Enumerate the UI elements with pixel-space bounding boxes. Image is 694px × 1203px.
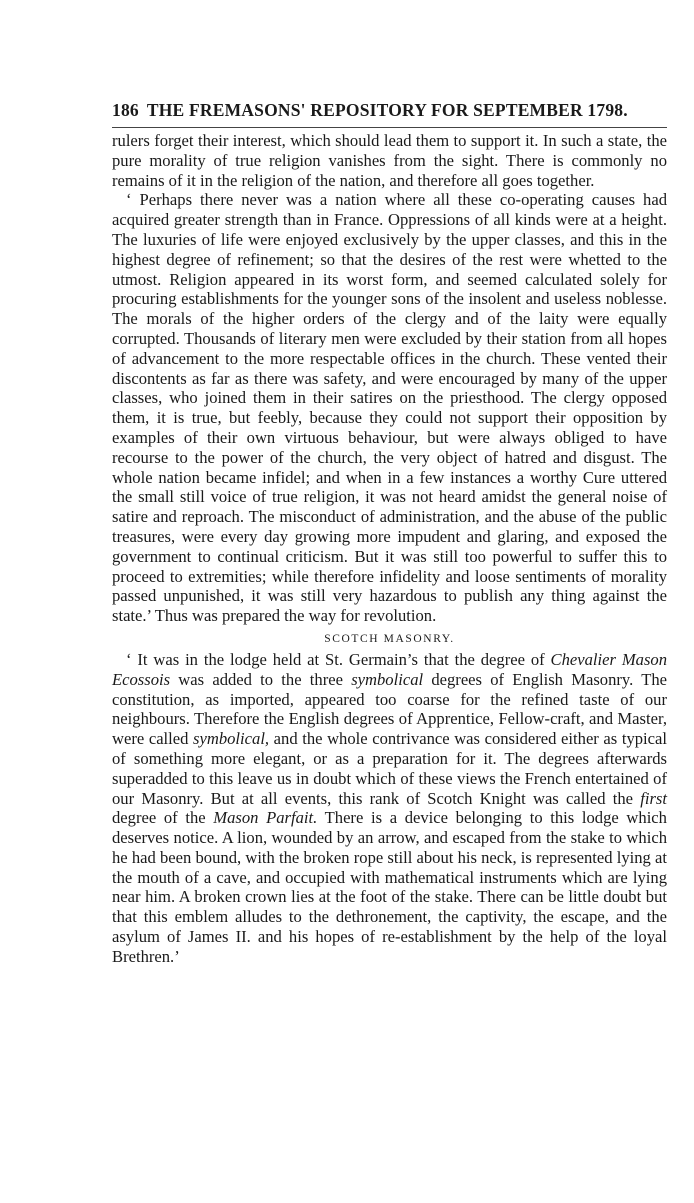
paragraph-scotch-masonry (112, 650, 667, 967)
section-heading: SCOTCH MASONRY. (324, 632, 455, 645)
scotch-text-1: ‘ It was in the lodge held at St. Germain’s that the degree of (126, 649, 551, 669)
scotch-text-4: and the whole contrivance was considered either as typical of something more elegant, or as a preparation for it. The degrees afterwards superadded to this leave us in doubt which of these views the French entertained of our Masonry. But at all events, this rank of Scotch Knight was called the (112, 729, 667, 808)
scotch-text-6: There is a device belonging to this lodge which deserves notice. A lion, wounded by an arrow, and escaped from the stake to which he had been bound, with the broken rope still about his neck, is represented lying at the mouth of a cave, and occupied with mathematical instruments which are lying near him. A broken crown lies at the foot of the stake. There can be little doubt but that this emblem alludes to the dethronement, the captivity, the escape, and the asylum of James II. and his hopes of re-establishment by the help of the loyal Brethren.’ (112, 808, 667, 966)
scotch-italic-4: first (640, 788, 667, 808)
header-rule (112, 127, 667, 128)
paragraph-continued: rulers forget their interest, which should lead them to support it. In such a state, the pure morality of true religion vanishes from the sight. There is commonly no remains of it in the religion of the nation, and therefore all goes together. (112, 131, 667, 190)
scotch-italic-1: Chevalier Mason Ecossois (112, 649, 667, 689)
scotch-text-2: was added to the three (170, 669, 352, 689)
page-number: 186 (112, 100, 139, 120)
scotch-italic-2: symbolical (351, 669, 424, 689)
scotch-italic-5: Mason Parfait. (213, 808, 318, 828)
scotch-italic-3: symbolical, (193, 729, 270, 749)
scotch-text-3: degrees of English Masonry. The constitution, as imported, appeared too coarse for the refined taste of our neighbours. Therefore the English degrees of Apprentice, Fellow-craft, and Master, were called (112, 669, 667, 749)
paragraph-france: ‘ Perhaps there never was a nation where all these co-operating causes had acquired greater strength than in France. Oppressions of all kinds were at a height. The luxuries of life were enjoyed exclusively by the upper classes, and this in the highest degree of refinement; so that the desires of the rest were whetted to the utmost. Religion appeared in its worst form, and seemed calculated solely for procuring establishments for the younger sons of the insolent and useless noblesse. The morals of the higher orders of the clergy and of the laity were equally corrupted. Thousands of literary men were excluded by their station from all hopes of advancement to the more respectable offices in the church. These vented their discontents as far as there was safety, and were encouraged by many of the upper classes, who joined them in their satires on the priesthood. The clergy opposed them, it is true, but feebly, because they could not support their opposition by examples of their own virtuous behaviour, but were always obliged to have recourse to the power of the church, the very object of hatred and disgust. The whole nation became infidel; and when in a few instances a worthy Cure uttered the small still voice of true religion, it was not heard amidst the general noise of satire and reproach. The misconduct of administration, and the abuse of the public treasures, were every day growing more impudent and glaring, and exposed the government to continual criticism. But it was still too powerful to suffer this to proceed to extremities; while therefore infidelity and loose sentiments of morality passed unpunished, it was still very hazardous to publish any thing against the state.’ Thus was prepared the way for revolution. (112, 190, 667, 626)
running-title: THE FREMASONS' REPOSITORY FOR SEPTEMBER 1798. (146, 100, 628, 120)
page-body (112, 131, 667, 967)
scotch-text-5: degree of the (112, 808, 214, 828)
running-header (112, 100, 662, 121)
